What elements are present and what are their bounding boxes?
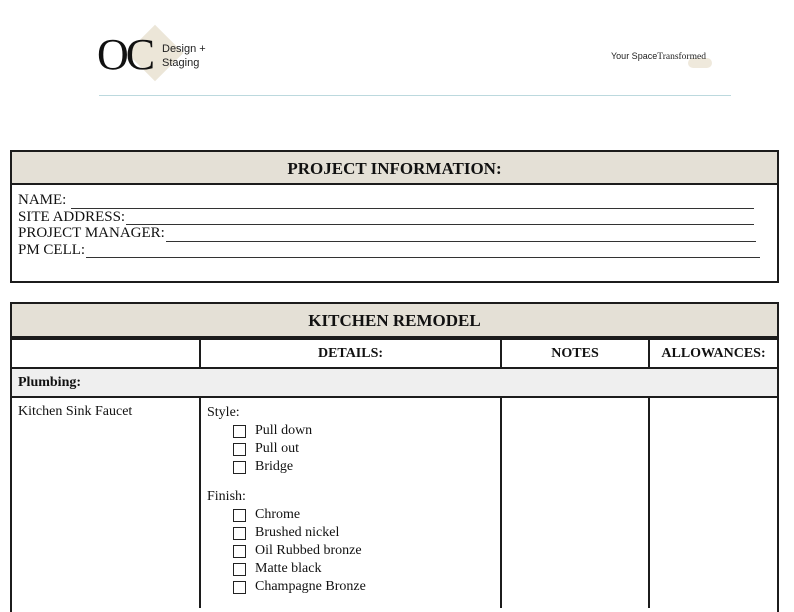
style-group-label: Style:	[207, 405, 240, 420]
name-field[interactable]	[18, 192, 754, 209]
option-label: Chrome	[255, 507, 301, 522]
pm-cell-label: PM CELL:	[18, 241, 86, 258]
logo-line-1: Design +	[162, 43, 206, 55]
tagline	[611, 51, 706, 62]
option-oil-rubbed-bronze[interactable]	[233, 542, 500, 560]
details-options	[201, 398, 500, 596]
option-pull-out[interactable]	[233, 440, 500, 458]
column-header-item	[12, 339, 200, 368]
project-information-title: PROJECT INFORMATION:	[12, 152, 777, 185]
tagline-emphasis: Transformed	[657, 52, 706, 62]
notes-cell[interactable]	[501, 397, 649, 608]
pm-cell-field[interactable]	[18, 242, 760, 259]
checkbox[interactable]	[233, 581, 246, 594]
checkbox[interactable]	[233, 527, 246, 540]
project-manager-blank[interactable]	[166, 229, 756, 242]
column-header-allowances: ALLOWANCES:	[649, 339, 777, 368]
kitchen-remodel-section	[10, 302, 779, 612]
project-manager-field[interactable]	[18, 225, 756, 242]
option-label: Oil Rubbed bronze	[255, 543, 362, 558]
option-label: Brushed nickel	[255, 525, 340, 540]
option-champagne-bronze[interactable]	[233, 578, 500, 596]
option-matte-black[interactable]	[233, 560, 500, 578]
option-label: Pull out	[255, 441, 299, 456]
option-label: Matte black	[255, 561, 322, 576]
project-manager-label: PROJECT MANAGER:	[18, 225, 165, 241]
table-row	[12, 397, 777, 608]
kitchen-remodel-title: KITCHEN REMODEL	[12, 304, 777, 338]
item-cell	[12, 397, 200, 608]
option-label: Champagne Bronze	[255, 579, 366, 594]
name-blank[interactable]	[71, 196, 754, 209]
checkbox[interactable]	[233, 545, 246, 558]
logo-mark: OC	[97, 30, 153, 79]
checkbox[interactable]	[233, 443, 246, 456]
option-bridge[interactable]	[233, 458, 500, 476]
project-information-section	[10, 150, 779, 283]
details-cell	[200, 397, 501, 608]
finish-group-label: Finish:	[207, 489, 246, 504]
project-fields	[12, 185, 777, 258]
column-header-details: DETAILS:	[200, 339, 501, 368]
checkbox[interactable]	[233, 563, 246, 576]
site-address-field[interactable]	[18, 209, 754, 226]
option-brushed-nickel[interactable]	[233, 524, 500, 542]
pm-cell-blank[interactable]	[86, 245, 760, 258]
option-chrome[interactable]	[233, 506, 500, 524]
table-header-row	[12, 339, 777, 368]
site-address-label: SITE ADDRESS:	[18, 208, 126, 225]
checkbox[interactable]	[233, 461, 246, 474]
checkbox[interactable]	[233, 509, 246, 522]
logo-line-2: Staging	[162, 57, 200, 69]
option-pull-down[interactable]	[233, 422, 500, 440]
section-label-plumbing: Plumbing:	[12, 368, 777, 397]
option-label: Pull down	[255, 423, 313, 438]
selection-table	[12, 338, 777, 608]
name-label: NAME:	[18, 192, 71, 208]
option-label: Bridge	[255, 459, 294, 474]
site-address-blank[interactable]	[126, 212, 754, 225]
allowances-cell[interactable]	[649, 397, 777, 608]
logo-subtitle	[162, 42, 206, 70]
tagline-plain: Your Space	[611, 51, 658, 61]
column-header-notes: NOTES	[501, 339, 649, 368]
group-spacer	[207, 476, 500, 488]
item-name: Kitchen Sink Faucet	[18, 404, 133, 419]
header-divider	[99, 95, 731, 96]
checkbox[interactable]	[233, 425, 246, 438]
section-row-plumbing	[12, 368, 777, 397]
